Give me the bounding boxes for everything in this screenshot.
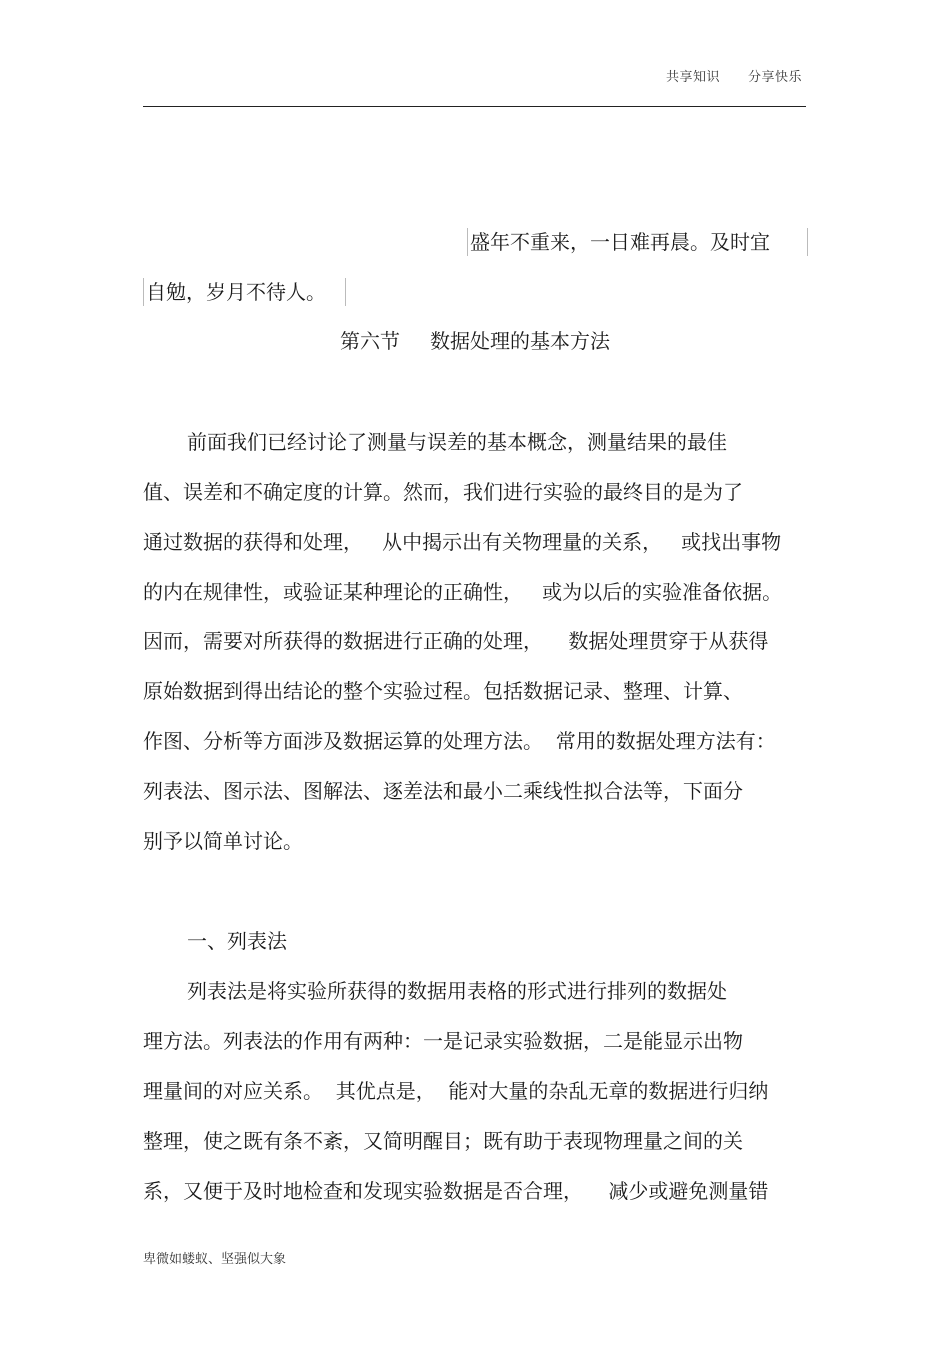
paragraph-line: 列表法是将实验所获得的数据用表格的形式进行排列的数据处 — [187, 979, 727, 1003]
header-divider — [143, 106, 806, 107]
paragraph-line: 理方法。列表法的作用有两种：一是记录实验数据，二是能显示出物 — [143, 1029, 743, 1053]
paragraph-line: 的内在规律性，或验证某种理论的正确性， 或为以后的实验准备依据。 — [143, 580, 783, 604]
header-left-text: 共享知识 — [665, 70, 720, 85]
paragraph-line: 因而，需要对所获得的数据进行正确的处理， 数据处理贯穿于从获得 — [143, 629, 769, 653]
paragraph-line: 列表法、图示法、图解法、逐差法和最小二乘线性拟合法等，下面分 — [143, 779, 743, 803]
paragraph-line: 原始数据到得出结论的整个实验过程。包括数据记录、整理、计算、 — [143, 679, 743, 703]
motto-line-2: 自勉，岁月不待人。 — [143, 278, 346, 306]
section-number: 第六节 — [340, 329, 400, 353]
section-title-text: 数据处理的基本方法 — [430, 329, 610, 353]
paragraph-line: 整理，使之既有条不紊，又简明醒目；既有助于表现物理量之间的关 — [143, 1129, 743, 1153]
paragraph-line: 通过数据的获得和处理， 从中揭示出有关物理量的关系， 或找出事物 — [143, 530, 782, 554]
paragraph-line: 理量间的对应关系。 其优点是， 能对大量的杂乱无章的数据进行归纳 — [143, 1079, 769, 1103]
page-footer: 卑微如蝼蚁、坚强似大象 — [143, 1252, 287, 1267]
paragraph-line: 值、误差和不确定度的计算。然而，我们进行实验的最终目的是为了 — [143, 480, 743, 504]
paragraph-line: 作图、分析等方面涉及数据运算的处理方法。 常用的数据处理方法有： — [143, 729, 776, 753]
paragraph-line: 前面我们已经讨论了测量与误差的基本概念，测量结果的最佳 — [187, 430, 727, 454]
subsection-heading: 一、列表法 — [187, 929, 287, 953]
paragraph-line: 别予以简单讨论。 — [143, 829, 303, 853]
section-title — [0, 327, 950, 355]
paragraph-line: 系，又便于及时地检查和发现实验数据是否合理， 减少或避免测量错 — [143, 1179, 769, 1203]
page-header — [666, 66, 802, 85]
header-right-text: 分享快乐 — [747, 70, 802, 85]
motto-line-1: 盛年不重来，一日难再晨。及时宜 — [467, 228, 808, 256]
